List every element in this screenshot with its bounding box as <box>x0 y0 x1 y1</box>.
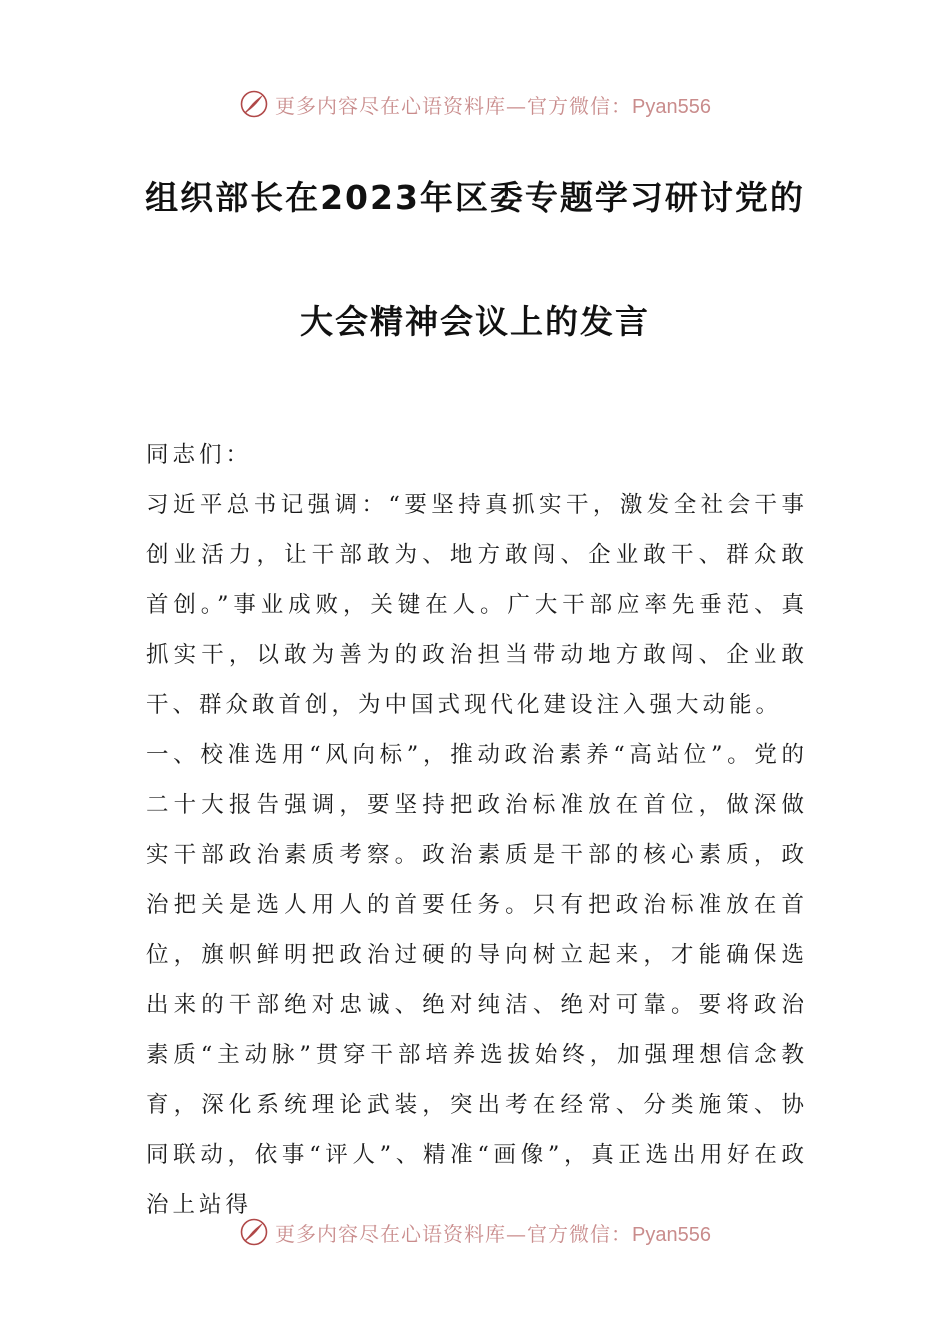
watermark-header <box>0 84 950 124</box>
document-title-line-2: 大会精神会议上的发言 <box>300 302 650 341</box>
paragraph: 习近平总书记强调：“要坚持真抓实干，激发全社会干事创业活力，让干部敢为、地方敢闯、企业敢干、群众敢首创。”事业成败，关键在人。广大干部应率先垂范、真抓实干，以敢为善为的政治担当带动地方敢闯、企业敢干、群众敢首创，为中国式现代化建设注入强大动能。 <box>146 492 808 718</box>
document-body <box>146 430 808 1230</box>
quill-logo-icon <box>239 1217 269 1247</box>
paragraph: 一、校准选用“风向标”，推动政治素养“高站位”。党的二十大报告强调，要坚持把政治标准放在首位，做深做实干部政治素质考察。政治素质是干部的核心素质，政治把关是选人用人的首要任务。只有把政治标准放在首位，旗帜鲜明把政治过硬的导向树立起来，才能确保选出来的干部绝对忠诚、绝对纯洁、绝对可靠。要将政治素质“主动脉”贯穿干部培养选拔始终，加强理想信念教育，深化系统理论武装，突出考在经常、分类施策、协同联动，依事“评人”、精准“画像”，真正选出用好在政治上站得 <box>146 742 808 1218</box>
quill-logo-icon <box>239 89 269 119</box>
document-title-line-1: 组织部长在2023年区委专题学习研讨党的 <box>145 178 805 217</box>
watermark-text: 更多内容尽在心语资料库—官方微信：Pyan556 <box>275 93 711 118</box>
watermark-footer <box>0 1212 950 1252</box>
salutation: 同志们： <box>146 442 253 468</box>
watermark-text: 更多内容尽在心语资料库—官方微信：Pyan556 <box>275 1221 711 1246</box>
